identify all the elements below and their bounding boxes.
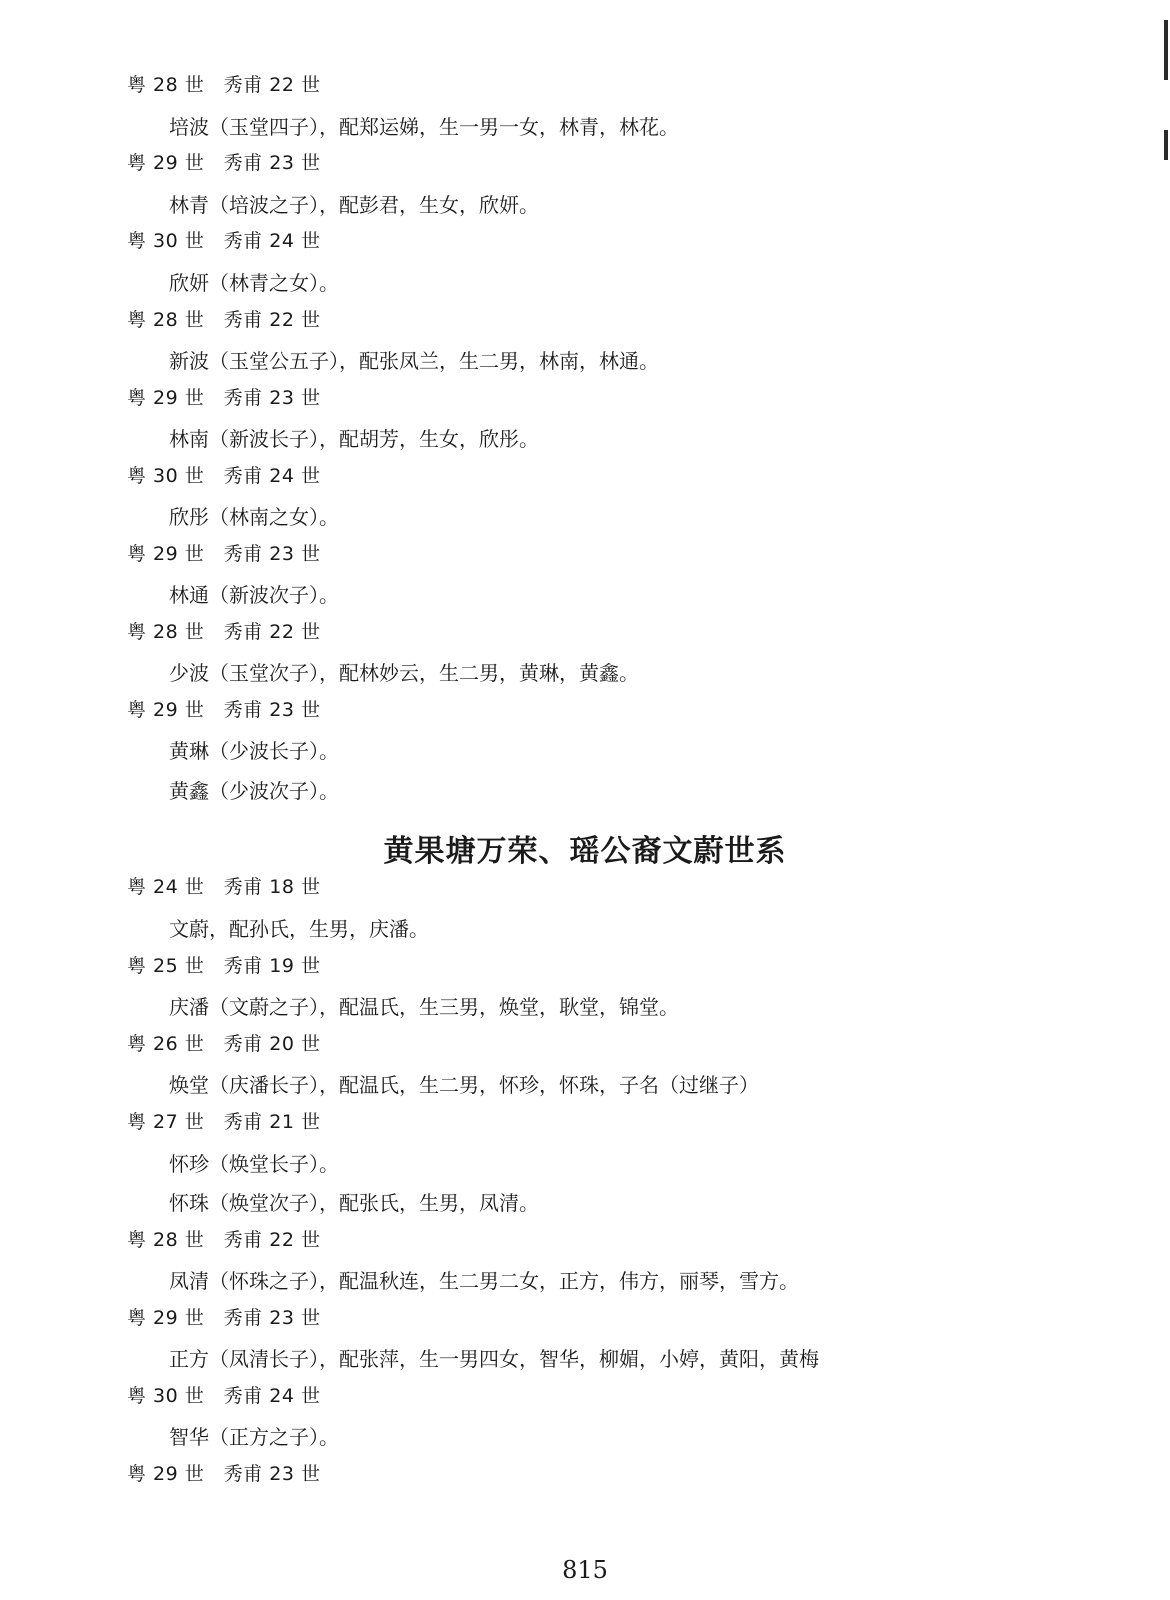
generation-line: 粤 28 世 秀甫 22 世 [127,621,321,643]
section-heading: 黄果塘万荣、瑶公裔文蔚世系 [383,834,787,869]
scan-edge-mark [1164,130,1168,160]
generation-line: 粤 30 世 秀甫 24 世 [127,465,321,487]
genealogy-entry: 少波（玉堂次子），配林妙云，生二男，黄琳，黄鑫。 [169,661,639,685]
page-number: 815 [562,1556,608,1584]
generation-line: 粤 27 世 秀甫 21 世 [127,1111,321,1133]
generation-line: 粤 24 世 秀甫 18 世 [127,876,321,898]
generation-line: 粤 28 世 秀甫 22 世 [127,74,321,96]
generation-line: 粤 29 世 秀甫 23 世 [127,152,321,174]
genealogy-entry: 智华（正方之子）。 [169,1425,339,1449]
scan-edge-mark [1164,20,1168,80]
generation-line: 粤 26 世 秀甫 20 世 [127,1033,321,1055]
generation-line: 粤 29 世 秀甫 23 世 [127,387,321,409]
genealogy-entry: 林青（培波之子），配彭君，生女，欣妍。 [169,193,539,217]
genealogy-entry: 怀珍（焕堂长子）。 [169,1152,339,1176]
genealogy-entry: 培波（玉堂四子），配郑运娣，生一男一女，林青，林花。 [169,115,679,139]
genealogy-entry: 正方（凤清长子），配张萍，生一男四女，智华，柳媚，小婷，黄阳，黄梅 [169,1347,819,1371]
genealogy-entry: 怀珠（焕堂次子），配张氏，生男，凤清。 [169,1191,539,1215]
genealogy-entry: 文蔚，配孙氏，生男，庆潘。 [169,917,429,941]
generation-line: 粤 29 世 秀甫 23 世 [127,543,321,565]
genealogy-entry: 林通（新波次子）。 [169,583,339,607]
generation-line: 粤 30 世 秀甫 24 世 [127,230,321,252]
genealogy-entry: 欣彤（林南之女）。 [169,505,339,529]
generation-line: 粤 29 世 秀甫 23 世 [127,1307,321,1329]
genealogy-entry: 新波（玉堂公五子），配张凤兰，生二男，林南，林通。 [169,349,659,373]
genealogy-entry: 黄琳（少波长子）。 [169,739,339,763]
genealogy-entry: 林南（新波长子），配胡芳，生女，欣彤。 [169,427,539,451]
generation-line: 粤 30 世 秀甫 24 世 [127,1385,321,1407]
genealogy-entry: 欣妍（林青之女）。 [169,271,339,295]
generation-line: 粤 28 世 秀甫 22 世 [127,309,321,331]
generation-line: 粤 25 世 秀甫 19 世 [127,955,321,977]
genealogy-entry: 庆潘（文蔚之子），配温氏，生三男，焕堂，耿堂，锦堂。 [169,995,679,1019]
genealogy-entry: 焕堂（庆潘长子），配温氏，生二男，怀珍，怀珠，子名（过继子） [169,1073,759,1097]
genealogy-entry: 凤清（怀珠之子），配温秋连，生二男二女，正方，伟方，丽琴，雪方。 [169,1269,799,1293]
generation-line: 粤 29 世 秀甫 23 世 [127,699,321,721]
generation-line: 粤 28 世 秀甫 22 世 [127,1229,321,1251]
genealogy-entry: 黄鑫（少波次子）。 [169,779,339,803]
generation-line: 粤 29 世 秀甫 23 世 [127,1463,321,1485]
